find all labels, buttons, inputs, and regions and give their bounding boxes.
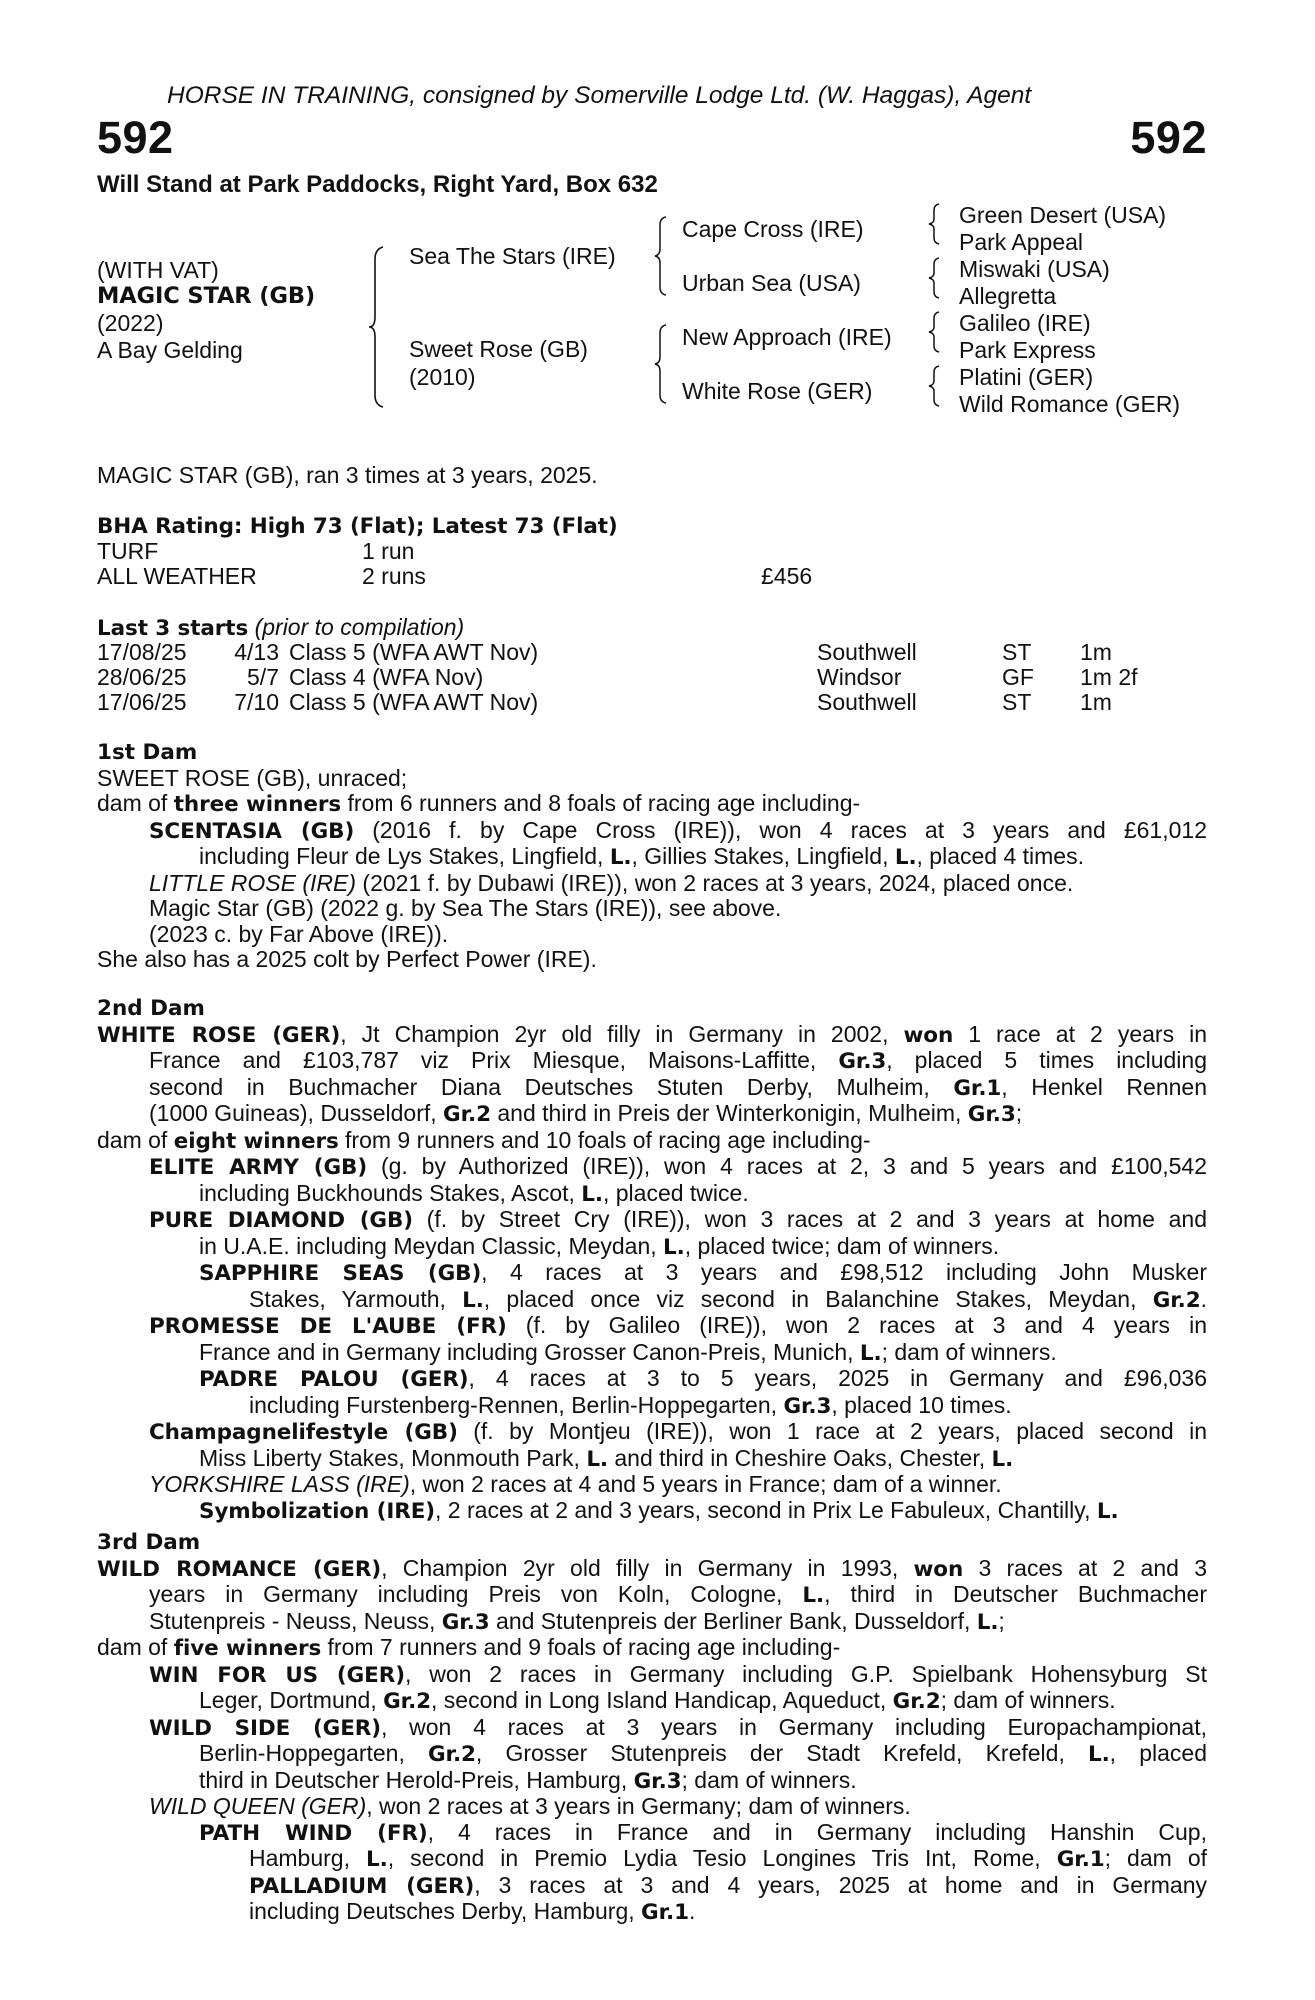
progeny-line: SAPPHIRE SEAS (GB), 4 races at 3 years and £98,512 including John Musker bbox=[199, 1259, 1207, 1286]
start-position: 5/7 bbox=[247, 664, 279, 690]
pedigree-brace-g2 bbox=[927, 256, 943, 300]
vat-label: (WITH VAT) bbox=[97, 257, 219, 283]
pedigree-g5: Galileo (IRE) bbox=[959, 310, 1091, 336]
section-heading: 1st Dam bbox=[97, 740, 198, 765]
pedigree-dam-dam: White Rose (GER) bbox=[682, 378, 873, 404]
start-course: Windsor bbox=[817, 664, 902, 690]
dam-line: (1000 Guineas), Dusseldorf, Gr.2 and third in Preis der Winterkonigin, Mulheim, Gr.3; bbox=[149, 1100, 1023, 1127]
third-dam-section bbox=[97, 1530, 1207, 1926]
horse-description: A Bay Gelding bbox=[97, 337, 243, 363]
progeny-line: PADRE PALOU (GER), 4 races at 3 to 5 years, 2025 in Germany and £96,036 bbox=[199, 1365, 1207, 1392]
progeny-line: Berlin-Hoppegarten, Gr.2, Grosser Stutenpreis der Stadt Krefeld, Krefeld, L., placed bbox=[199, 1740, 1207, 1767]
pedigree-g2: Park Appeal bbox=[959, 229, 1084, 255]
progeny-line: LITTLE ROSE (IRE) (2021 f. by Dubawi (IRE)), won 2 races at 3 years, 2024, placed once. bbox=[149, 869, 1074, 896]
progeny-line: including Deutsches Derby, Hamburg, Gr.1. bbox=[249, 1898, 696, 1925]
section-heading: 2nd Dam bbox=[97, 996, 205, 1021]
progeny-line: Leger, Dortmund, Gr.2, second in Long Island Handicap, Aqueduct, Gr.2; dam of winners. bbox=[199, 1687, 1116, 1714]
lot-number-right: 592 bbox=[1130, 112, 1207, 163]
dam-line: years in Germany including Preis von Koln, Cologne, L., third in Deutscher Buchmacher bbox=[149, 1581, 1207, 1608]
start-going: ST bbox=[1002, 689, 1032, 715]
dam-line: WILD ROMANCE (GER), Champion 2yr old filly in Germany in 1993, won 3 races at 2 and 3 bbox=[97, 1554, 1207, 1582]
aw-label: ALL WEATHER bbox=[97, 563, 257, 589]
lot-number-left: 592 bbox=[97, 112, 174, 163]
dam-line: She also has a 2025 colt by Perfect Power (IRE). bbox=[97, 946, 597, 972]
start-race: Class 5 (WFA AWT Nov) bbox=[289, 639, 539, 665]
start-position: 7/10 bbox=[234, 689, 279, 715]
progeny-line: PROMESSE DE L'AUBE (FR) (f. by Galileo (IRE)), won 2 races at 3 and 4 years in bbox=[149, 1312, 1207, 1339]
start-distance: 1m bbox=[1080, 639, 1112, 665]
pedigree-g4: Allegretta bbox=[959, 283, 1057, 309]
bha-rating: BHA Rating: High 73 (Flat); Latest 73 (Flat) bbox=[97, 514, 618, 539]
pedigree-g6: Park Express bbox=[959, 337, 1096, 363]
dam-line: dam of eight winners from 9 runners and 10 foals of racing age including- bbox=[97, 1126, 871, 1154]
pedigree-dam-brace bbox=[653, 323, 671, 405]
progeny-line: PATH WIND (FR), 4 races in France and in Germany including Hanshin Cup, bbox=[199, 1818, 1207, 1846]
progeny-line: Stakes, Yarmouth, L., placed once viz second in Balanchine Stakes, Meydan, Gr.2. bbox=[249, 1285, 1207, 1313]
progeny-line: Champagnelifestyle (GB) (f. by Montjeu (IRE)), won 1 race at 2 years, placed second in bbox=[149, 1418, 1207, 1445]
turf-label: TURF bbox=[97, 538, 159, 564]
pedigree-brace-g1 bbox=[927, 202, 943, 246]
progeny-line: Hamburg, L., second in Premio Lydia Tesio Longines Tris Int, Rome, Gr.1; dam of bbox=[249, 1845, 1207, 1872]
pedigree-dam: Sweet Rose (GB) bbox=[409, 336, 588, 362]
pedigree-sire-dam: Urban Sea (USA) bbox=[682, 270, 861, 296]
start-position: 4/13 bbox=[234, 639, 279, 665]
pedigree-brace-g4 bbox=[927, 364, 943, 408]
pedigree-main-brace bbox=[367, 245, 389, 410]
pedigree-dam-sire: New Approach (IRE) bbox=[682, 324, 892, 350]
pedigree-g1: Green Desert (USA) bbox=[959, 202, 1167, 228]
progeny-line: PURE DIAMOND (GB) (f. by Street Cry (IRE)), won 3 races at 2 and 3 years at home and bbox=[149, 1206, 1207, 1233]
pedigree-dam-year: (2010) bbox=[409, 364, 476, 390]
pedigree-g7: Platini (GER) bbox=[959, 364, 1094, 390]
start-going: ST bbox=[1002, 639, 1032, 665]
stand-info: Will Stand at Park Paddocks, Right Yard, Box 632 bbox=[97, 171, 658, 198]
start-course: Southwell bbox=[817, 639, 917, 665]
pedigree-sire: Sea The Stars (IRE) bbox=[409, 243, 616, 269]
progeny-line: YORKSHIRE LASS (IRE), won 2 races at 4 and 5 years in France; dam of a winner. bbox=[149, 1471, 1002, 1497]
progeny-line: PALLADIUM (GER), 3 races at 3 and 4 years, 2025 at home and in Germany bbox=[249, 1871, 1207, 1899]
progeny-line: third in Deutscher Herold-Preis, Hamburg, Gr.3; dam of winners. bbox=[199, 1766, 857, 1794]
progeny-line: ELITE ARMY (GB) (g. by Authorized (IRE)), won 4 races at 2, 3 and 5 years and £100,542 bbox=[149, 1153, 1207, 1180]
dam-line: WHITE ROSE (GER), Jt Champion 2yr old filly in Germany in 2002, won 1 race at 2 years in bbox=[97, 1020, 1207, 1048]
pedigree-g8: Wild Romance (GER) bbox=[959, 391, 1181, 417]
start-distance: 1m 2f bbox=[1080, 664, 1138, 690]
start-race: Class 4 (WFA Nov) bbox=[289, 664, 484, 690]
dam-line: dam of three winners from 6 runners and 8 foals of racing age including- bbox=[97, 790, 861, 817]
progeny-line: Symbolization (IRE), 2 races at 2 and 3 years, second in Prix Le Fabuleux, Chantilly, L. bbox=[199, 1496, 1119, 1524]
last-starts-title: Last 3 starts bbox=[97, 616, 249, 641]
pedigree-g3: Miswaki (USA) bbox=[959, 256, 1110, 282]
start-race: Class 5 (WFA AWT Nov) bbox=[289, 689, 539, 715]
pedigree-sire-brace bbox=[653, 215, 671, 297]
progeny-line: in U.A.E. including Meydan Classic, Meydan, L., placed twice; dam of winners. bbox=[199, 1232, 1000, 1260]
dam-line: second in Buchmacher Diana Deutsches Stuten Derby, Mulheim, Gr.1, Henkel Rennen bbox=[149, 1073, 1207, 1101]
second-dam-section bbox=[97, 996, 1207, 1524]
horse-year: (2022) bbox=[97, 310, 164, 336]
race-summary: MAGIC STAR (GB), ran 3 times at 3 years, 2025. bbox=[97, 462, 598, 488]
progeny-line: Miss Liberty Stakes, Monmouth Park, L. and third in Cheshire Oaks, Chester, L. bbox=[199, 1444, 1014, 1472]
progeny-line: SCENTASIA (GB) (2016 f. by Cape Cross (IRE)), won 4 races at 3 years and £61,012 bbox=[149, 816, 1207, 844]
progeny-line: WILD SIDE (GER), won 4 races at 3 years in Germany including Europachampionat, bbox=[149, 1713, 1207, 1741]
aw-prize: £456 bbox=[761, 563, 813, 589]
start-date: 17/08/25 bbox=[97, 639, 187, 665]
last-starts-note: (prior to compilation) bbox=[254, 614, 465, 640]
progeny-line: WIN FOR US (GER), won 2 races in Germany including G.P. Spielbank Hohensyburg St bbox=[149, 1660, 1207, 1688]
start-course: Southwell bbox=[817, 689, 917, 715]
aw-runs: 2 runs bbox=[362, 563, 426, 589]
start-distance: 1m bbox=[1080, 689, 1112, 715]
turf-runs: 1 run bbox=[362, 538, 415, 564]
start-date: 28/06/25 bbox=[97, 664, 187, 690]
pedigree-sire-sire: Cape Cross (IRE) bbox=[682, 216, 864, 242]
pedigree-brace-g3 bbox=[927, 310, 943, 354]
dam-line: SWEET ROSE (GB), unraced; bbox=[97, 764, 408, 791]
progeny-line: including Buckhounds Stakes, Ascot, L., placed twice. bbox=[199, 1179, 749, 1207]
last-starts-heading bbox=[97, 614, 464, 641]
progeny-line: including Fleur de Lys Stakes, Lingfield, L., Gillies Stakes, Lingfield, L., placed 4 times. bbox=[199, 843, 1084, 870]
progeny-line: (2023 c. by Far Above (IRE)). bbox=[149, 920, 449, 947]
consignor-line: HORSE IN TRAINING, consigned by Somerville Lodge Ltd. (W. Haggas), Agent bbox=[167, 82, 1032, 109]
dam-line: France and £103,787 viz Prix Miesque, Maisons-Laffitte, Gr.3, placed 5 times including bbox=[149, 1047, 1207, 1074]
horse-name: MAGIC STAR (GB) bbox=[97, 283, 316, 309]
progeny-line: France and in Germany including Grosser Canon-Preis, Munich, L.; dam of winners. bbox=[199, 1338, 1057, 1366]
section-heading: 3rd Dam bbox=[97, 1530, 201, 1555]
first-dam-section bbox=[97, 740, 1207, 973]
progeny-line: WILD QUEEN (GER), won 2 races at 3 years in Germany; dam of winners. bbox=[149, 1793, 911, 1819]
dam-line: dam of five winners from 7 runners and 9 foals of racing age including- bbox=[97, 1634, 841, 1661]
dam-line: Stutenpreis - Neuss, Neuss, Gr.3 and Stutenpreis der Berliner Bank, Dusseldorf, L.; bbox=[149, 1607, 1005, 1635]
progeny-line: including Furstenberg-Rennen, Berlin-Hoppegarten, Gr.3, placed 10 times. bbox=[249, 1391, 1012, 1419]
progeny-line: Magic Star (GB) (2022 g. by Sea The Stars (IRE)), see above. bbox=[149, 895, 782, 921]
start-date: 17/06/25 bbox=[97, 689, 187, 715]
start-going: GF bbox=[1002, 664, 1034, 690]
